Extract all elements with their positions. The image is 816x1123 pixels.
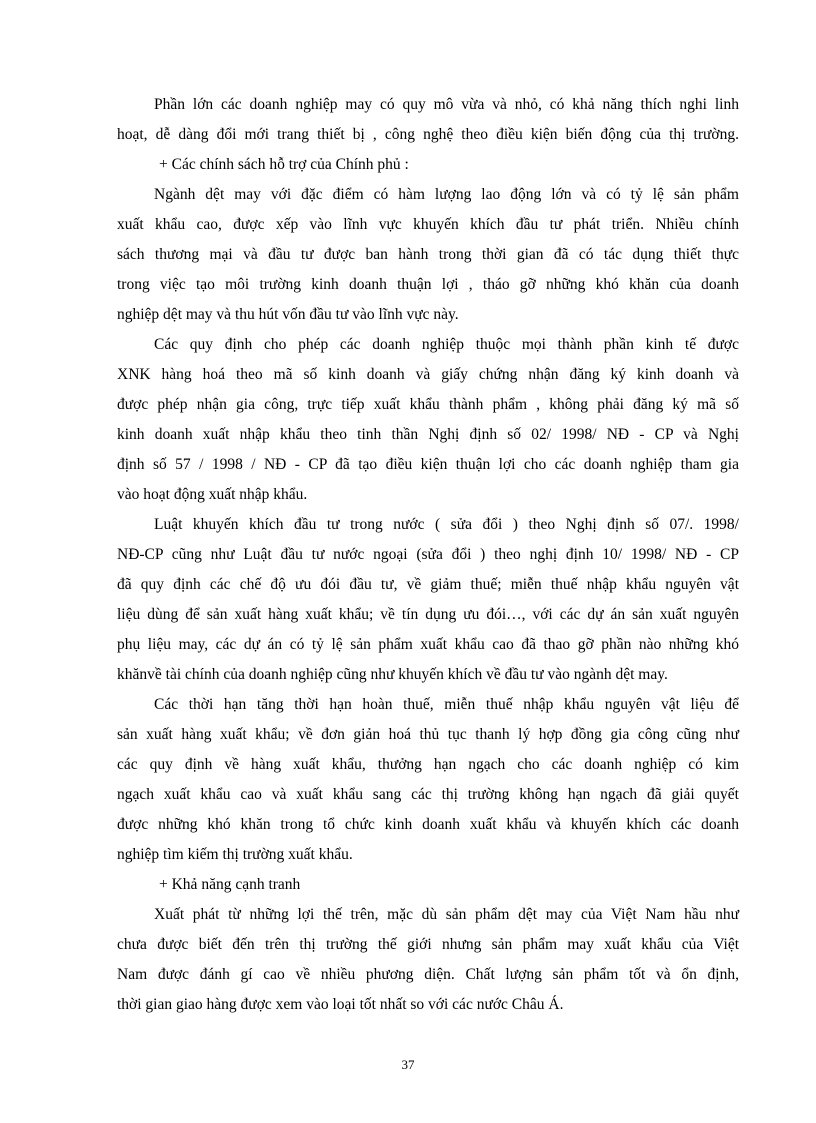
text-line: nghiệp dệt may và thu hút vốn đầu tư vào lĩnh vực này. bbox=[117, 306, 459, 323]
text-line: định số 57 / 1998 / NĐ - CP đã tạo điều kiện thuận lợi cho các doanh nghiệp tham gia bbox=[117, 456, 739, 473]
text-line: Các thời hạn tăng thời hạn hoàn thuế, miễn thuế nhập khẩu nguyên vật liệu để bbox=[154, 696, 739, 713]
text-line: Phần lớn các doanh nghiệp may có quy mô vừa và nhỏ, có khả năng thích nghi linh bbox=[154, 96, 739, 113]
text-line: được những khó khăn trong tổ chức kinh doanh xuất khẩu và khuyến khích các doanh bbox=[117, 816, 739, 833]
section-heading: + Các chính sách hỗ trợ của Chính phủ : bbox=[159, 156, 409, 173]
text-line: thời gian giao hàng được xem vào loại tốt nhất so với các nước Châu Á. bbox=[117, 996, 564, 1013]
text-line: kinh doanh xuất nhập khẩu theo tinh thần Nghị định số 02/ 1998/ NĐ - CP và Nghị bbox=[117, 426, 739, 443]
text-line: sách thương mại và đầu tư được ban hành trong thời gian đã có tác dụng thiết thực bbox=[117, 246, 739, 263]
text-line: liệu dùng để sản xuất hàng xuất khẩu; về tín dụng ưu đói…, với các dự án sản xuất nguyên bbox=[117, 606, 739, 623]
text-line: chưa được biết đến trên thị trường thế giới nhưng sản phẩm may xuất khẩu của Việt bbox=[117, 936, 739, 953]
text-line: khănvề tài chính của doanh nghiệp cũng như khuyến khích về đầu tư vào ngành dệt may. bbox=[117, 666, 668, 683]
document-body bbox=[117, 90, 739, 1020]
text-line: phụ liệu may, các dự án có tỷ lệ sản phẩm xuất khẩu cao đã thao gỡ phần nào những khó bbox=[117, 636, 739, 653]
text-line: các quy định về hàng xuất khẩu, thưởng hạn ngạch cho các doanh nghiệp có kim bbox=[117, 756, 739, 773]
text-line: nghiệp tìm kiếm thị trường xuất khẩu. bbox=[117, 846, 353, 863]
text-line: sản xuất hàng xuất khẩu; về đơn giản hoá thủ tục thanh lý hợp đồng gia công cũng như bbox=[117, 726, 739, 743]
text-line: hoạt, dễ dàng đổi mới trang thiết bị , công nghệ theo điều kiện biến động của thị trường. bbox=[117, 126, 739, 143]
text-line: Các quy định cho phép các doanh nghiệp thuộc mọi thành phần kinh tế được bbox=[154, 336, 739, 353]
text-line: NĐ-CP cũng như Luật đầu tư nước ngoại (sửa đổi ) theo nghị định 10/ 1998/ NĐ - CP bbox=[117, 546, 739, 563]
text-line: ngạch xuất khẩu cao và xuất khẩu sang các thị trường không hạn ngạch đã giải quyết bbox=[117, 786, 739, 803]
text-line: vào hoạt động xuất nhập khẩu. bbox=[117, 486, 308, 503]
text-line: Nam được đánh gí cao về nhiều phương diện. Chất lượng sản phẩm tốt và ổn định, bbox=[117, 966, 739, 983]
text-line: Ngành dệt may với đặc điểm có hàm lượng lao động lớn và có tỷ lệ sản phẩm bbox=[154, 186, 739, 203]
text-line: đã quy định các chế độ ưu đói đầu tư, về giảm thuế; miễn thuế nhập khẩu nguyên vật bbox=[117, 576, 739, 593]
page-number: 37 bbox=[401, 1057, 415, 1072]
text-line: Luật khuyến khích đầu tư trong nước ( sửa đổi ) theo Nghị định số 07/. 1998/ bbox=[154, 516, 739, 533]
text-line: XNK hàng hoá theo mã số kinh doanh và giấy chứng nhận đăng ký kinh doanh và bbox=[117, 366, 739, 383]
text-line: Xuất phát từ những lợi thế trên, mặc dù sản phẩm dệt may của Việt Nam hầu như bbox=[154, 906, 739, 923]
text-line: xuất khẩu cao, được xếp vào lĩnh vực khuyến khích đầu tư phát triển. Nhiều chính bbox=[117, 216, 739, 233]
text-line: trong việc tạo môi trường kinh doanh thuận lợi , tháo gỡ những khó khăn của doanh bbox=[117, 276, 739, 293]
section-heading: + Khả năng cạnh tranh bbox=[159, 876, 301, 893]
text-line: được phép nhận gia công, trực tiếp xuất khẩu thành phẩm , không phải đăng ký mã số bbox=[117, 396, 739, 413]
